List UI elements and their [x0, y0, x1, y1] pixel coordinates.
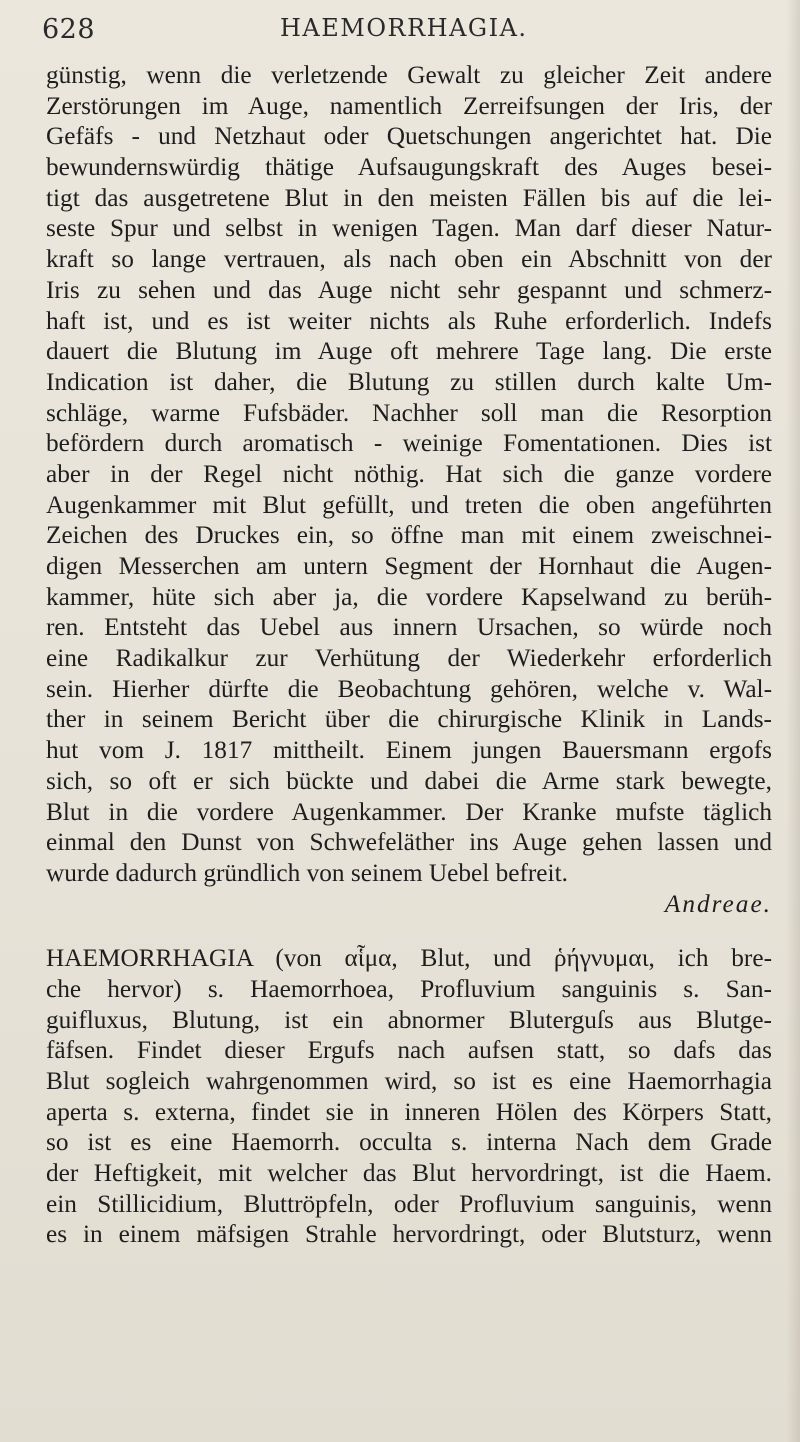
text-line: der Heftigkeit, mit welcher das Blut hervordringt, ist die Haem.	[46, 1159, 772, 1188]
text-line: günstig, wenn die verletzende Gewalt zu gleicher Zeit andere	[46, 61, 772, 89]
text-line: Iris zu sehen und das Auge nicht sehr gespannt und schmerz-	[46, 275, 772, 304]
running-head: HAEMORRHAGIA.	[280, 14, 528, 42]
text-line: Blut in die vordere Augenkammer. Der Kranke mufste täglich	[46, 797, 772, 826]
text-line: Blut sogleich wahrgenommen wird, so ist es eine Haemorrhagia	[46, 1067, 772, 1095]
text-line: befördern durch aromatisch - weinige Fomentationen. Dies ist	[46, 429, 772, 458]
body-text	[46, 60, 772, 1250]
text-line: guifluxus, Blutung, ist ein abnormer Bluterguſs aus Blutge-	[46, 1005, 772, 1034]
text-line: kammer, hüte sich aber ja, die vordere Kapselwand zu berüh-	[46, 582, 772, 611]
text-line: Indication ist daher, die Blutung zu stillen durch kalte Um-	[46, 367, 772, 396]
page-edge-shadow	[786, 0, 800, 1442]
page-number: 628	[42, 14, 96, 45]
text-line: haft ist, und es ist weiter nichts als Ruhe erforderlich. Indefs	[46, 306, 772, 335]
paragraph-haemorrhagia-oculi-end	[46, 60, 772, 919]
text-line: ren. Entsteht das Uebel aus innern Ursachen, so würde noch	[46, 613, 772, 642]
text-line: wurde dadurch gründlich von seinem Uebel befreit.	[46, 858, 568, 887]
text-line: aber in der Regel nicht nöthig. Hat sich die ganze vordere	[46, 459, 772, 488]
text-line: es in einem mäfsigen Strahle hervordringt, oder Blutsturz, wenn	[46, 1220, 772, 1249]
text-line: ein Stillicidium, Bluttröpfeln, oder Profluvium sanguinis, wenn	[46, 1189, 772, 1218]
text-line: HAEMORRHAGIA (von αἷμα, Blut, und ῥήγνυμαι, ich bre-	[46, 944, 772, 973]
paragraph-haemorrhagia-entry	[46, 943, 772, 1250]
text-line: sich, so oft er sich bückte und dabei die Arme stark bewegte,	[46, 766, 772, 795]
paragraph-gap	[46, 919, 772, 943]
author-signature: Andreae.	[664, 889, 772, 918]
text-line: Gefäfs - und Netzhaut oder Quetschungen angerichtet hat. Die	[46, 122, 772, 151]
text-line: sein. Hierher dürfte die Beobachtung gehören, welche v. Wal-	[46, 674, 772, 703]
text-line: seste Spur und selbst in wenigen Tagen. Man darf dieser Natur-	[46, 214, 772, 243]
text-line: fäfsen. Findet dieser Ergufs nach aufsen statt, so dafs das	[46, 1036, 772, 1065]
text-line: Zerstörungen im Auge, namentlich Zerreifsungen der Iris, der	[46, 91, 772, 120]
text-line: hut vom J. 1817 mittheilt. Einem jungen Bauersmann ergofs	[46, 736, 772, 765]
text-line: Augenkammer mit Blut gefüllt, und treten die oben angeführten	[46, 490, 772, 519]
text-line: ther in seinem Bericht über die chirurgische Klinik in Lands-	[46, 705, 772, 734]
text-line: einmal den Dunst von Schwefeläther ins Auge gehen lassen und	[46, 828, 772, 857]
text-line: aperta s. externa, findet sie in inneren Hölen des Körpers Statt,	[46, 1097, 772, 1126]
text-line: dauert die Blutung im Auge oft mehrere Tage lang. Die erste	[46, 337, 772, 366]
text-line: digen Messerchen am untern Segment der Hornhaut die Augen-	[46, 552, 772, 580]
text-line: che hervor) s. Haemorrhoea, Profluvium sanguinis s. San-	[46, 974, 772, 1003]
text-line: eine Radikalkur zur Verhütung der Wiederkehr erforderlich	[46, 644, 772, 673]
text-line: tigt das ausgetretene Blut in den meisten Fällen bis auf die lei-	[46, 183, 772, 212]
text-line: kraft so lange vertrauen, als nach oben ein Abschnitt von der	[46, 245, 772, 274]
text-line: so ist es eine Haemorrh. occulta s. interna Nach dem Grade	[46, 1128, 772, 1157]
text-line: schläge, warme Fufsbäder. Nachher soll man die Resorption	[46, 398, 772, 427]
text-line: Zeichen des Druckes ein, so öffne man mit einem zweischnei-	[46, 521, 772, 550]
text-line: bewundernswürdig thätige Aufsaugungskraft des Auges besei-	[46, 153, 772, 182]
page-header	[0, 0, 800, 56]
